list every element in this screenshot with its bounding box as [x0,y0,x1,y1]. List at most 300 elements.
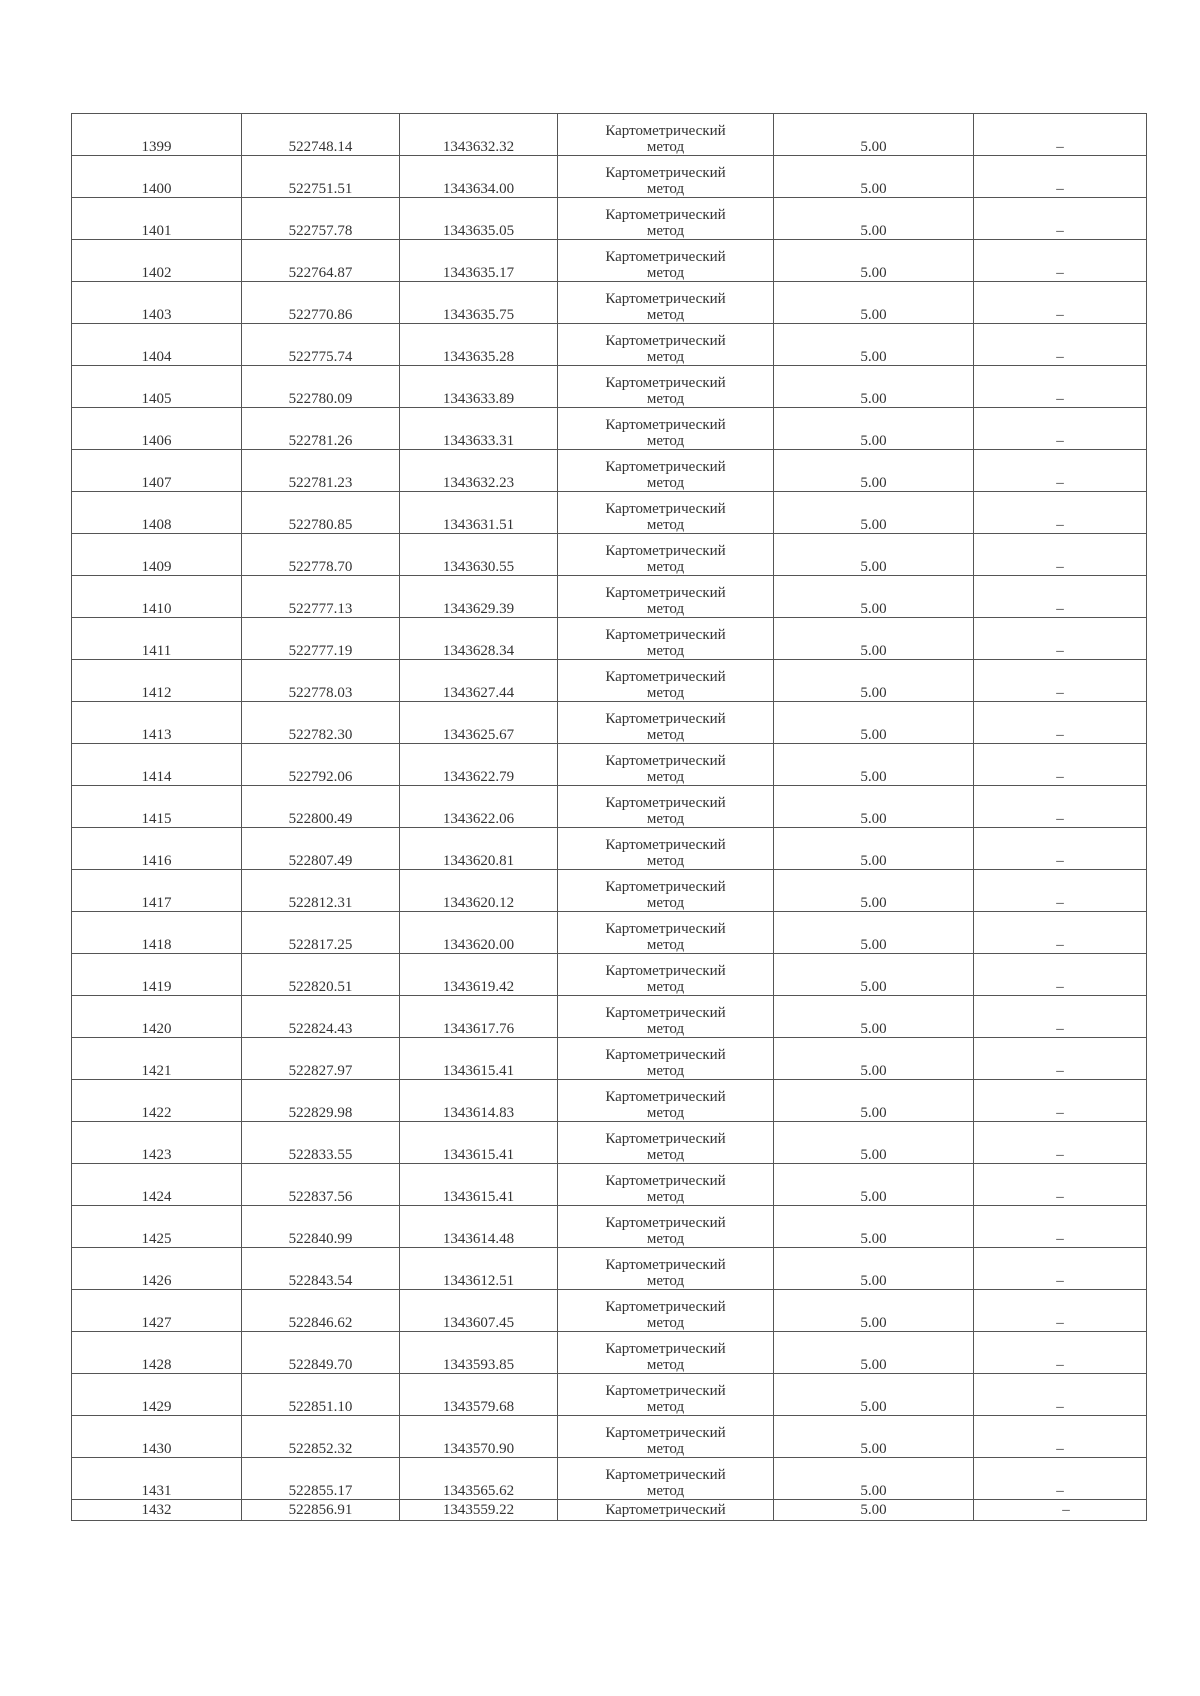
table-row [72,954,1147,996]
method-line-2: метод [646,1315,685,1331]
method-line-1: Картометрический [605,207,726,223]
table-row [72,114,1147,156]
table-row [72,828,1147,870]
method-line-1: Картометрический [605,1341,726,1357]
accuracy-cell: 5.00 [774,996,974,1038]
method-cell [558,324,774,366]
point-number-cell: 1407 [72,450,242,492]
method-line-1: Картометрический [605,123,726,139]
method-line-1: Картометрический [605,963,726,979]
point-number-cell: 1426 [72,1248,242,1290]
table-body [72,114,1147,1521]
x-coordinate-cell: 522855.17 [242,1458,400,1500]
description-cell: – [974,702,1147,744]
x-coordinate-cell: 522807.49 [242,828,400,870]
accuracy-cell: 5.00 [774,366,974,408]
y-coordinate-cell: 1343615.41 [400,1122,558,1164]
y-coordinate-cell: 1343632.32 [400,114,558,156]
y-coordinate-cell: 1343615.41 [400,1038,558,1080]
point-number-cell: 1408 [72,492,242,534]
accuracy-cell: 5.00 [774,240,974,282]
method-line-2: метод [646,391,685,407]
method-line-2: метод [646,685,685,701]
x-coordinate-cell: 522833.55 [242,1122,400,1164]
description-cell: – [974,618,1147,660]
description-cell: – [974,786,1147,828]
accuracy-cell: 5.00 [774,1080,974,1122]
table-row [72,744,1147,786]
method-line-1: Картометрический [605,1425,726,1441]
method-line-1: Картометрический [605,417,726,433]
point-number-cell: 1411 [72,618,242,660]
x-coordinate-cell: 522851.10 [242,1374,400,1416]
point-number-cell: 1417 [72,870,242,912]
description-cell: – [974,1080,1147,1122]
method-line-1: Картометрический [605,1215,726,1231]
method-cell [558,954,774,996]
y-coordinate-cell: 1343570.90 [400,1416,558,1458]
point-number-cell: 1400 [72,156,242,198]
description-cell: – [974,1332,1147,1374]
point-number-cell: 1403 [72,282,242,324]
accuracy-cell: 5.00 [774,912,974,954]
method-cell [558,1080,774,1122]
method-cell [558,408,774,450]
x-coordinate-cell: 522781.23 [242,450,400,492]
method-line-1: Картометрический [605,375,726,391]
y-coordinate-cell: 1343630.55 [400,534,558,576]
method-cell [558,870,774,912]
point-number-cell: 1413 [72,702,242,744]
method-line-2: метод [646,1273,685,1289]
description-cell: – [974,492,1147,534]
method-line-2: метод [646,559,685,575]
x-coordinate-cell: 522852.32 [242,1416,400,1458]
method-line-1: Картометрический [605,837,726,853]
table-row [72,870,1147,912]
x-coordinate-cell: 522800.49 [242,786,400,828]
method-cell [558,702,774,744]
table-row [72,1080,1147,1122]
method-line-2: метод [646,853,685,869]
description-cell: – [974,282,1147,324]
y-coordinate-cell: 1343619.42 [400,954,558,996]
method-cell [558,576,774,618]
method-line-1: Картометрический [605,1089,726,1105]
x-coordinate-cell: 522780.85 [242,492,400,534]
method-line-1: Картометрический [605,795,726,811]
description-cell: – [974,1248,1147,1290]
point-number-cell: 1414 [72,744,242,786]
x-coordinate-cell: 522820.51 [242,954,400,996]
method-line-1: Картометрический [605,291,726,307]
table-row [72,198,1147,240]
point-number-cell: 1428 [72,1332,242,1374]
x-coordinate-cell: 522751.51 [242,156,400,198]
method-line-2: метод [646,433,685,449]
table-row [72,1038,1147,1080]
point-number-cell: 1419 [72,954,242,996]
point-number-cell: 1429 [72,1374,242,1416]
method-cell [558,450,774,492]
accuracy-cell: 5.00 [774,1248,974,1290]
method-line-2: метод [646,1063,685,1079]
x-coordinate-cell: 522770.86 [242,282,400,324]
accuracy-cell: 5.00 [774,1374,974,1416]
y-coordinate-cell: 1343579.68 [400,1374,558,1416]
method-cell [558,1122,774,1164]
method-line-1: Картометрический [605,921,726,937]
table-row [72,702,1147,744]
y-coordinate-cell: 1343628.34 [400,618,558,660]
point-number-cell: 1423 [72,1122,242,1164]
method-line-2: метод [646,1189,685,1205]
accuracy-cell: 5.00 [774,1122,974,1164]
description-cell: – [974,324,1147,366]
x-coordinate-cell: 522827.97 [242,1038,400,1080]
method-line-2: метод [646,1483,685,1499]
x-coordinate-cell: 522777.13 [242,576,400,618]
point-number-cell: 1404 [72,324,242,366]
x-coordinate-cell: 522780.09 [242,366,400,408]
method-line-1: Картометрический [605,1047,726,1063]
table-row [72,576,1147,618]
method-line-1: Картометрический [605,585,726,601]
method-cell [558,198,774,240]
point-number-cell: 1431 [72,1458,242,1500]
method-line-2: метод [646,265,685,281]
description-cell: – [974,1416,1147,1458]
y-coordinate-cell: 1343620.00 [400,912,558,954]
method-line-1: Картометрический [605,249,726,265]
description-cell: – [974,156,1147,198]
table-row [72,1206,1147,1248]
description-cell: – [974,1290,1147,1332]
x-coordinate-cell: 522824.43 [242,996,400,1038]
method-cell [558,282,774,324]
y-coordinate-cell: 1343614.48 [400,1206,558,1248]
method-cell [558,1374,774,1416]
accuracy-cell: 5.00 [774,114,974,156]
point-number-cell: 1424 [72,1164,242,1206]
point-number-cell: 1406 [72,408,242,450]
point-number-cell: 1405 [72,366,242,408]
description-cell: – [974,408,1147,450]
accuracy-cell: 5.00 [774,660,974,702]
x-coordinate-cell: 522849.70 [242,1332,400,1374]
method-line-1: Картометрический [605,1299,726,1315]
method-line-1: Картометрический [605,543,726,559]
x-coordinate-cell: 522778.03 [242,660,400,702]
table-row [72,492,1147,534]
accuracy-cell: 5.00 [774,1206,974,1248]
method-line-2: метод [646,811,685,827]
description-cell: – [974,1122,1147,1164]
y-coordinate-cell: 1343633.89 [400,366,558,408]
point-number-cell: 1401 [72,198,242,240]
description-cell: – [974,828,1147,870]
table-row [72,534,1147,576]
description-cell: – [974,870,1147,912]
method-line-2: метод [646,979,685,995]
method-line-1: Картометрический [605,879,726,895]
description-cell: – [974,576,1147,618]
accuracy-cell: 5.00 [774,1038,974,1080]
table-row [72,1374,1147,1416]
table-row [72,1290,1147,1332]
point-number-cell: 1420 [72,996,242,1038]
point-number-cell: 1416 [72,828,242,870]
description-cell: – [974,660,1147,702]
point-number-cell: 1427 [72,1290,242,1332]
description-cell: – [974,114,1147,156]
x-coordinate-cell: 522778.70 [242,534,400,576]
table-row [72,996,1147,1038]
y-coordinate-cell: 1343622.06 [400,786,558,828]
method-line-2: метод [646,1441,685,1457]
x-coordinate-cell: 522829.98 [242,1080,400,1122]
description-cell: – [974,996,1147,1038]
point-number-cell: 1422 [72,1080,242,1122]
y-coordinate-cell: 1343635.75 [400,282,558,324]
y-coordinate-cell: 1343620.81 [400,828,558,870]
method-cell [558,828,774,870]
accuracy-cell: 5.00 [774,576,974,618]
table-row [72,1500,1147,1521]
method-line-2: метод [646,1399,685,1415]
method-cell [558,912,774,954]
x-coordinate-cell: 522837.56 [242,1164,400,1206]
x-coordinate-cell: 522817.25 [242,912,400,954]
method-line-2: метод [646,601,685,617]
point-number-cell: 1418 [72,912,242,954]
method-line-1: Картометрический [605,1131,726,1147]
method-cell [558,1248,774,1290]
method-cell [558,114,774,156]
point-number-cell: 1410 [72,576,242,618]
table-row [72,156,1147,198]
y-coordinate-cell: 1343635.17 [400,240,558,282]
description-cell: – [974,1374,1147,1416]
method-cell [558,618,774,660]
method-line-1: Картометрический [605,1467,726,1483]
coordinates-table [71,113,1147,1521]
y-coordinate-cell: 1343627.44 [400,660,558,702]
method-line-2: метод [646,727,685,743]
accuracy-cell: 5.00 [774,618,974,660]
method-line-2: метод [646,1357,685,1373]
method-cell [558,1416,774,1458]
method-line-2: метод [646,1105,685,1121]
description-cell: – [974,1458,1147,1500]
x-coordinate-cell: 522812.31 [242,870,400,912]
method-line-1: Картометрический [605,1173,726,1189]
accuracy-cell: 5.00 [774,1458,974,1500]
method-line-1: Картометрический [605,501,726,517]
x-coordinate-cell: 522748.14 [242,114,400,156]
method-line-2: метод [646,769,685,785]
method-line-2: метод [646,139,685,155]
method-line-1: Картометрический [605,711,726,727]
method-cell [558,366,774,408]
point-number-cell: 1415 [72,786,242,828]
y-coordinate-cell: 1343631.51 [400,492,558,534]
table-row [72,912,1147,954]
accuracy-cell: 5.00 [774,156,974,198]
description-cell: – [974,534,1147,576]
method-cell [558,240,774,282]
y-coordinate-cell: 1343625.67 [400,702,558,744]
description-cell: – [974,1038,1147,1080]
accuracy-cell: 5.00 [774,450,974,492]
table-row [72,1122,1147,1164]
method-cell [558,1332,774,1374]
method-line-2: метод [646,475,685,491]
x-coordinate-cell: 522781.26 [242,408,400,450]
y-coordinate-cell: 1343620.12 [400,870,558,912]
description-cell: – [974,1164,1147,1206]
y-coordinate-cell: 1343615.41 [400,1164,558,1206]
description-cell: – [974,240,1147,282]
method-cell [558,1206,774,1248]
method-cell [558,744,774,786]
method-line-1: Картометрический [605,669,726,685]
method-line-1: Картометрический [605,333,726,349]
method-line-2: метод [646,307,685,323]
method-line-2: метод [646,1021,685,1037]
accuracy-cell: 5.00 [774,828,974,870]
method-cell [558,1458,774,1500]
table-row [72,408,1147,450]
table-row [72,366,1147,408]
point-number-cell: 1409 [72,534,242,576]
point-number-cell: 1425 [72,1206,242,1248]
y-coordinate-cell: 1343593.85 [400,1332,558,1374]
accuracy-cell: 5.00 [774,870,974,912]
accuracy-cell: 5.00 [774,1500,974,1521]
accuracy-cell: 5.00 [774,1164,974,1206]
method-cell [558,156,774,198]
method-cell [558,660,774,702]
table-row [72,618,1147,660]
table-row [72,1332,1147,1374]
y-coordinate-cell: 1343632.23 [400,450,558,492]
table-row [72,1248,1147,1290]
method-line-2: метод [646,1147,685,1163]
x-coordinate-cell: 522764.87 [242,240,400,282]
table-row [72,1416,1147,1458]
accuracy-cell: 5.00 [774,786,974,828]
method-line-1: Картометрический [605,627,726,643]
y-coordinate-cell: 1343614.83 [400,1080,558,1122]
method-cell [558,786,774,828]
accuracy-cell: 5.00 [774,702,974,744]
x-coordinate-cell: 522757.78 [242,198,400,240]
y-coordinate-cell: 1343633.31 [400,408,558,450]
x-coordinate-cell: 522846.62 [242,1290,400,1332]
method-line-2: метод [646,895,685,911]
accuracy-cell: 5.00 [774,1416,974,1458]
accuracy-cell: 5.00 [774,1332,974,1374]
description-cell: – [974,1500,1147,1521]
description-cell: – [974,1206,1147,1248]
accuracy-cell: 5.00 [774,534,974,576]
method-line-2: метод [646,643,685,659]
method-line-1: Картометрический [605,1257,726,1273]
x-coordinate-cell: 522777.19 [242,618,400,660]
table-row [72,1164,1147,1206]
accuracy-cell: 5.00 [774,408,974,450]
y-coordinate-cell: 1343622.79 [400,744,558,786]
method-cell [558,996,774,1038]
method-line-1: Картометрический [605,1005,726,1021]
accuracy-cell: 5.00 [774,324,974,366]
point-number-cell: 1412 [72,660,242,702]
table-row [72,786,1147,828]
x-coordinate-cell: 522792.06 [242,744,400,786]
y-coordinate-cell: 1343617.76 [400,996,558,1038]
method-line-1: Картометрический [605,753,726,769]
y-coordinate-cell: 1343612.51 [400,1248,558,1290]
method-cell [558,534,774,576]
accuracy-cell: 5.00 [774,198,974,240]
method-line-2: метод [646,937,685,953]
method-cell: Картометрический [558,1500,774,1521]
description-cell: – [974,366,1147,408]
method-cell [558,492,774,534]
x-coordinate-cell: 522775.74 [242,324,400,366]
accuracy-cell: 5.00 [774,954,974,996]
method-line-2: метод [646,223,685,239]
point-number-cell: 1402 [72,240,242,282]
point-number-cell: 1399 [72,114,242,156]
x-coordinate-cell: 522840.99 [242,1206,400,1248]
point-number-cell: 1432 [72,1500,242,1521]
method-line-1: Картометрический [605,459,726,475]
table-row [72,450,1147,492]
accuracy-cell: 5.00 [774,282,974,324]
table-row [72,282,1147,324]
method-line-1: Картометрический [605,165,726,181]
x-coordinate-cell: 522782.30 [242,702,400,744]
x-coordinate-cell: 522856.91 [242,1500,400,1521]
method-line-2: метод [646,349,685,365]
table-row [72,324,1147,366]
table-row [72,240,1147,282]
description-cell: – [974,744,1147,786]
y-coordinate-cell: 1343559.22 [400,1500,558,1521]
y-coordinate-cell: 1343629.39 [400,576,558,618]
x-coordinate-cell: 522843.54 [242,1248,400,1290]
method-line-2: метод [646,181,685,197]
method-line-2: метод [646,517,685,533]
table-row [72,1458,1147,1500]
y-coordinate-cell: 1343634.00 [400,156,558,198]
description-cell: – [974,198,1147,240]
method-line-2: метод [646,1231,685,1247]
point-number-cell: 1430 [72,1416,242,1458]
method-cell [558,1164,774,1206]
method-cell [558,1038,774,1080]
y-coordinate-cell: 1343607.45 [400,1290,558,1332]
description-cell: – [974,450,1147,492]
table-row [72,660,1147,702]
accuracy-cell: 5.00 [774,492,974,534]
point-number-cell: 1421 [72,1038,242,1080]
accuracy-cell: 5.00 [774,744,974,786]
method-line-1: Картометрический [605,1383,726,1399]
accuracy-cell: 5.00 [774,1290,974,1332]
